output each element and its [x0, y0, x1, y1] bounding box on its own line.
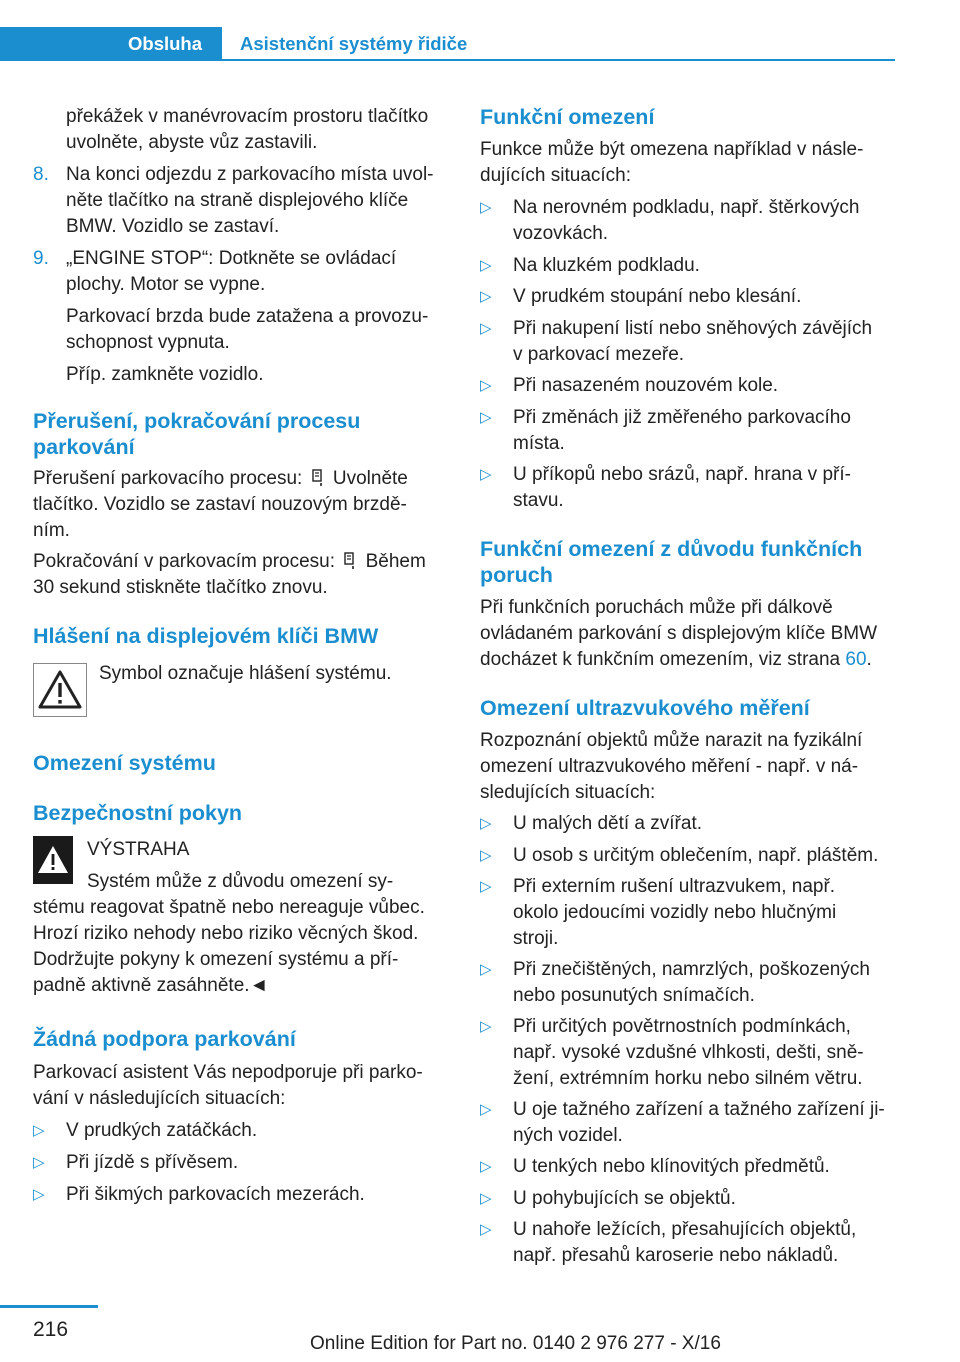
list-item: U osob s určitým oblečením, např. pláštěm. — [513, 845, 879, 866]
list-item: Na kluzkém podkladu. — [513, 255, 700, 276]
malfunction-text-part: docházet k funkčním omezením, viz strana — [480, 649, 841, 670]
remote-key-icon — [312, 469, 324, 487]
step-text: Parkovací brzda bude zatažena a provozu‐ — [66, 306, 429, 327]
bullet-glyph: ▷ — [480, 466, 492, 483]
list-item: vozovkách. — [513, 223, 609, 244]
section-heading: Hlášení na displejovém klíči BMW — [33, 624, 379, 648]
step-number: 8. — [33, 164, 49, 185]
page-number: 216 — [33, 1318, 69, 1341]
ultrasonic-text: Rozpoznání objektů může narazit na fyzikální — [480, 730, 863, 751]
warning-text: Systém může z důvodu omezení sy‐ — [87, 871, 394, 892]
footer-rule — [0, 1305, 98, 1308]
list-item: U oje tažného zařízení a tažného zařízení ji‐ — [513, 1099, 885, 1120]
malfunction-text: ovládaném parkování s displejovým klíče BMW — [480, 623, 878, 644]
messages-text: Symbol označuje hlášení systému. — [99, 663, 392, 684]
bullet-glyph: ▷ — [480, 961, 492, 978]
bullet-glyph: ▷ — [480, 409, 492, 426]
list-item: U tenkých nebo klínovitých předmětů. — [513, 1156, 830, 1177]
bullet-glyph: ▷ — [480, 1158, 492, 1175]
malfunction-text-part: . — [866, 649, 872, 670]
section-heading: parkování — [33, 435, 135, 459]
list-item: např. přesahů karoserie nebo nákladů. — [513, 1245, 839, 1266]
list-item: žení, extrémním horku nebo silném větru. — [513, 1068, 863, 1089]
continue-text-part: Během — [365, 551, 426, 572]
footer-edition: Online Edition for Part no. 0140 2 976 277 - X/16 — [310, 1333, 721, 1354]
list-item: stavu. — [513, 490, 564, 511]
step-text: Příp. zamkněte vozidlo. — [66, 364, 264, 385]
bullet-glyph: ▷ — [480, 1018, 492, 1035]
list-item: Při změnách již změřeného parkovacího — [513, 407, 851, 428]
bullet-glyph: ▷ — [480, 288, 492, 305]
no-support-text: vání v následujících situacích: — [33, 1088, 286, 1109]
continue-text: 30 sekund stiskněte tlačítko znovu. — [33, 577, 328, 598]
func-intro: Funkce může být omezena například v násle‐ — [480, 139, 864, 160]
warning-text: Dodržujte pokyny k omezení systému a pří‐ — [33, 949, 399, 970]
page-link[interactable]: 60 — [845, 649, 867, 670]
func-intro: dujících situacích: — [480, 165, 632, 186]
bullet-glyph: ▷ — [33, 1154, 45, 1171]
list-item: V prudkém stoupání nebo klesání. — [513, 286, 802, 307]
list-item: Při nasazeném nouzovém kole. — [513, 375, 779, 396]
bullet-glyph: ▷ — [480, 815, 492, 832]
list-item: Při znečištěných, namrzlých, poškozených — [513, 959, 870, 980]
continue-text — [33, 549, 426, 575]
step-text: „ENGINE STOP“: Dotkněte se ovládací — [66, 248, 397, 269]
ultrasonic-text: omezení ultrazvukového měření - např. v ná‐ — [480, 756, 859, 777]
header-tabbar — [0, 27, 895, 61]
list-item: Při šikmých parkovacích mezerách. — [66, 1184, 365, 1205]
warning-text: padně aktivně zasáhněte.◄ — [33, 975, 269, 996]
interrupt-text-part: Přerušení parkovacího procesu: — [33, 468, 303, 489]
list-item: Při externím rušení ultrazvukem, např. — [513, 876, 836, 897]
step-text: schopnost vypnuta. — [66, 332, 230, 353]
bullet-glyph: ▷ — [480, 320, 492, 337]
interrupt-text — [33, 466, 408, 492]
no-support-text: Parkovací asistent Vás nepodporuje při parko‐ — [33, 1062, 423, 1083]
list-item: U malých dětí a zvířat. — [513, 813, 703, 834]
malfunction-text: Při funkčních poruchách může při dálkově — [480, 597, 833, 618]
bullet-glyph: ▷ — [480, 878, 492, 895]
list-item: Při jízdě s přívěsem. — [66, 1152, 239, 1173]
bullet-glyph: ▷ — [480, 847, 492, 864]
list-item: okolo jedoucími vozidly nebo hlučnými — [513, 902, 837, 923]
warning-text: Hrozí riziko nehody nebo riziko věcných škod. — [33, 923, 419, 944]
list-item: V prudkých zatáčkách. — [66, 1120, 258, 1141]
bullet-glyph: ▷ — [480, 1221, 492, 1238]
interrupt-text-part: Uvolněte — [332, 468, 408, 489]
section-heading: Funkční omezení z důvodu funkčních — [480, 537, 863, 561]
list-item: nebo posunutých snímačích. — [513, 985, 755, 1006]
section-heading: Bezpečnostní pokyn — [33, 801, 243, 825]
warning-filled-icon — [33, 836, 73, 884]
tab-underline — [222, 59, 895, 61]
warning-text: stému reagovat špatně nebo nereaguje vůbec. — [33, 897, 425, 918]
ultrasonic-text: sledujících situacích: — [480, 782, 656, 803]
list-item: Při určitých povětrnostních podmínkách, — [513, 1016, 851, 1037]
warning-outline-icon — [33, 663, 87, 717]
list-item: Na nerovném podkladu, např. štěrkových — [513, 197, 860, 218]
bullet-glyph: ▷ — [480, 1101, 492, 1118]
list-item: U příkopů nebo srázů, např. hrana v pří‐ — [513, 464, 851, 485]
tab-assistance-systems[interactable]: Asistenční systémy řidiče — [240, 33, 468, 54]
interrupt-text: ním. — [33, 520, 70, 541]
tab-obsluha-label: Obsluha — [128, 33, 203, 54]
warning-title: VÝSTRAHA — [87, 839, 190, 860]
bullet-glyph: ▷ — [480, 199, 492, 216]
list-item: ných vozidel. — [513, 1125, 623, 1146]
section-heading: Omezení ultrazvukového měření — [480, 696, 810, 720]
step-text: Na konci odjezdu z parkovacího místa uvol‐ — [66, 164, 434, 185]
list-item: stroji. — [513, 928, 559, 949]
tab-obsluha[interactable] — [0, 27, 222, 61]
step-text: BMW. Vozidlo se zastaví. — [66, 216, 280, 237]
bullet-glyph: ▷ — [480, 377, 492, 394]
list-item: např. vysoké vzdušné vlhkosti, dešti, sně‐ — [513, 1042, 864, 1063]
malfunction-text — [480, 647, 872, 673]
continue-text-part: Pokračování v parkovacím procesu: — [33, 551, 336, 572]
list-item: Při nakupení listí nebo sněhových závějích — [513, 318, 873, 339]
section-heading: Funkční omezení — [480, 105, 655, 129]
section-heading: Žádná podpora parkování — [33, 1027, 296, 1051]
list-item: místa. — [513, 433, 565, 454]
continued-text: překážek v manévrovacím prostoru tlačítko — [66, 106, 429, 127]
bullet-glyph: ▷ — [480, 1190, 492, 1207]
interrupt-text: tlačítko. Vozidlo se zastaví nouzovým brzdě‐ — [33, 494, 407, 515]
section-heading: Přerušení, pokračování procesu — [33, 409, 361, 433]
continued-text: uvolněte, abyste vůz zastavili. — [66, 132, 318, 153]
list-item: U nahoře ležících, přesahujících objektů, — [513, 1219, 857, 1240]
list-item: v parkovací mezeře. — [513, 344, 685, 365]
section-heading: poruch — [480, 563, 553, 587]
bullet-glyph: ▷ — [33, 1122, 45, 1139]
list-item: U pohybujících se objektů. — [513, 1188, 736, 1209]
step-text: plochy. Motor se vypne. — [66, 274, 266, 295]
step-number: 9. — [33, 248, 49, 269]
remote-key-icon — [344, 552, 356, 570]
bullet-glyph: ▷ — [480, 257, 492, 274]
bullet-glyph: ▷ — [33, 1186, 45, 1203]
step-text: něte tlačítko na straně displejového klíče — [66, 190, 409, 211]
section-heading: Omezení systému — [33, 751, 216, 775]
